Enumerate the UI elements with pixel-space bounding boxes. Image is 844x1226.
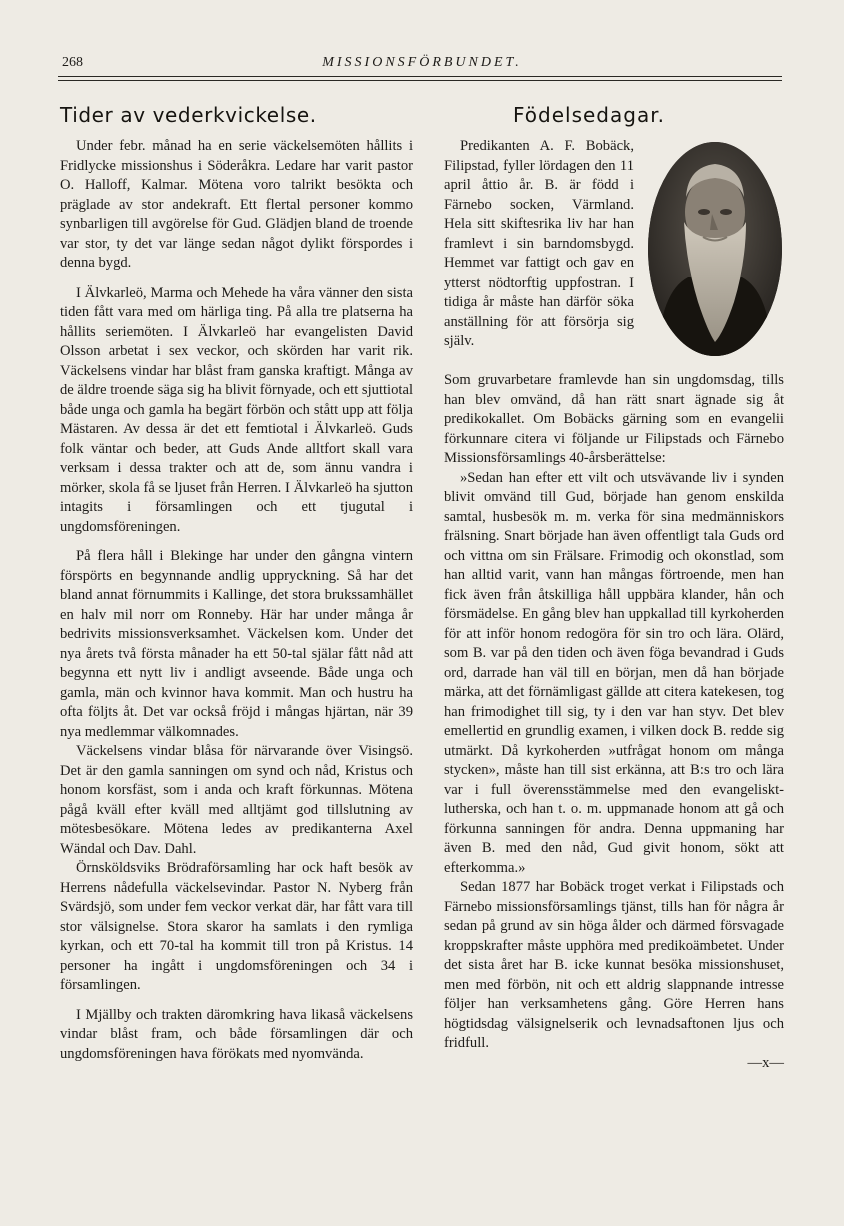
- journal-title: MISSIONSFÖRBUNDET.: [322, 55, 522, 70]
- signature: —x—: [747, 1054, 784, 1071]
- quote-paragraph: »Sedan han efter ett vilt och utsvävande liv i synden blivit omvänd till Gud, började han genom enskilda samtal, husbesök m. m. verka för sina medmänniskors frälsning. Snart började han även offentligt tala Guds ord och vittna om sin Frälsare. Frimodig och okonstlad, som han alltid varit, vann han mångas förtroende, men han fick även från åtskilliga håll uppbära klander, hån och försmädelse. En gång blev han uppkallad till kyrkoherden för att inför honom redogöra för sin tro och lära. Olärd, som B. var på den tiden och även föga bevandrad i Guds ord, darrade han väl till en början, men då han började märka, att det förnämligast gällde att citera katekesen, tog han frimodighet till sig, ty i den var han styv. Det blev emellertid en grundlig examen, i vilken dock B. redde sig utmärkt. Då kyrkoherden »utfrågat honom om många stycken», måste han till sist erkänna, att B:s tro och lära var i full överensstämmelse med den evangeliskt-lutherska, och han t. o. m. uppmanade honom att gå och förkunna sanningen för andra. Denna uppmaning har även B. med den nåd, Gud givit honom, sökt att efterkomma.»: [444, 469, 784, 876]
- header-rule: [58, 76, 782, 77]
- paragraph: Väckelsens vindar blåsa för närvarande över Visingsö. Det är den gamla sanningen om synd och nåd, Kristus och honom korsfäst, som i anda och kraft förkunnas. Mötena pågå kväll efter kväll med alltjämt god tillslutning av mötesbesökare. Mötena ledes av predikanterna Axel Wändal och Dav. Dahl.: [60, 743, 413, 857]
- portrait-photo: [648, 142, 782, 356]
- paragraph: Predikanten A. F. Bobäck, Filipstad, fyller lördagen den 11 april åttio år. B. är född i Färnebo socken, Värmland. Hela sitt skiftesrika liv har han framlevt i sin barndomsbygd. Hemmet var fattigt och gav en ytterst nödtorftig uppfostran. I tidiga år måste han därför söka anställning för att försörja sig själv.: [444, 138, 634, 349]
- left-article-title: Tider av vederkvickelse.: [60, 103, 317, 127]
- portrait-image: [648, 142, 782, 356]
- paragraph: I Mjällby och trakten däromkring hava likaså väckelsens vindar blåst fram, och både församlingen där och ungdomsföreningen hava förökats med nyomvända.: [60, 1006, 413, 1062]
- paragraph: Sedan 1877 har Bobäck troget verkat i Filipstads och Färnebo missionsförsamlings tjänst, tills han för några år sedan på grund av sin höga ålder och därmed försvagade kroppskrafter måste upphöra med predikoämbetet. Under det sista året har B. icke kunnat besöka missionshuset, men med förbön, nit och ett aldrig slappnande intresse följer han verksamhetens gång. Göre Herren hans högtidsdag välsignelserik och levnadsaftonen ljus och fridfull.: [444, 879, 784, 1051]
- right-article-title: Födelsedagar.: [513, 103, 665, 127]
- paragraph: Som gruvarbetare framlevde han sin ungdomsdag, tills han blev omvänd, då han rätt snart ägnade sig åt predikokallet. Om Bobäcks gärning som en evangelii förkunnare citera vi följande ur Filipstads och Färnebo Missionsförsamlings 40-årsberättelse:: [444, 372, 784, 466]
- paragraph: Örnsköldsviks Brödraförsamling har ock haft besök av Herrens nådefulla väckelsevindar. Pastor N. Nyberg från Svärdsjö, som under fem veckor verkat där, har fått vara till stor välsignelse. Stora skaror ha samlats i den rymliga kyrkan, och ett 70-tal ha kommit till tron på Kristus. 14 personer ha ingått i ungdomsföreningen och 34 i församlingen.: [60, 860, 413, 993]
- right-article-body: [444, 371, 784, 1073]
- left-article-body: [60, 137, 413, 1064]
- paragraph: Under febr. månad ha en serie väckelsemöten hållits i Fridlycke missionshus i Söderåkra. Ledare har varit pastor O. Halloff, Kalmar. Mötena voro talrikt besökta och präglade av stor andekraft. Ett flertal personer kommo synbarligen till avgörelse för Gud. Glädjen bland de troende var stor, ty det var länge sedan något dylikt förspordes i denna bygd.: [60, 138, 413, 271]
- paragraph: I Älvkarleö, Marma och Mehede ha våra vänner den sista tiden fått vara med om härliga ting. På alla tre platserna ha hållits seriemöten. I Älvkarleö har evangelisten David Olsson arbetat i sex veckor, och skörden har varit rik. Väckelsens vindar har blåst fram ganska kraftigt. Många av de äldre troende säga sig ha blivit förnyade, och ett sjuttiotal både unga och gamla ha begärt förbön och stått upp att följa Mästaren. Av dessa är det ett femtiotal i Älvkarleö. Guds folk väntar och beder, att Guds Ande alltfort skall vara verksam i dessa trakter och att de, som ännu vandra i mörker, skola få se ljuset från Herren. I Älvkarleö ha sjutton intagits i församlingen och ett tjugutal i ungdomsföreningen.: [60, 284, 413, 535]
- page-number: 268: [62, 55, 83, 70]
- paragraph: På flera håll i Blekinge har under den gångna vintern förspörts en begynnande andlig uppryckning. Så har det bland annat förnummits i Kallinge, det stora brukssamhället en halv mil norr om Ronneby. Här har under många år bedrivits missionsverksamhet. Väckelsen kom. Under det nya årets två första månader ha ett 50-tal själar fått nåd att begynna ett nytt liv i andligt avseende. Både unga och gamla, män och kvinnor hava kommit. Man och hustru ha ofta följts åt. Det var också fröjd i mångas hjärtan, när 39 nya medlemmar välkomnades.: [60, 548, 413, 740]
- header-rule: [58, 80, 782, 81]
- right-article-intro: [444, 137, 634, 352]
